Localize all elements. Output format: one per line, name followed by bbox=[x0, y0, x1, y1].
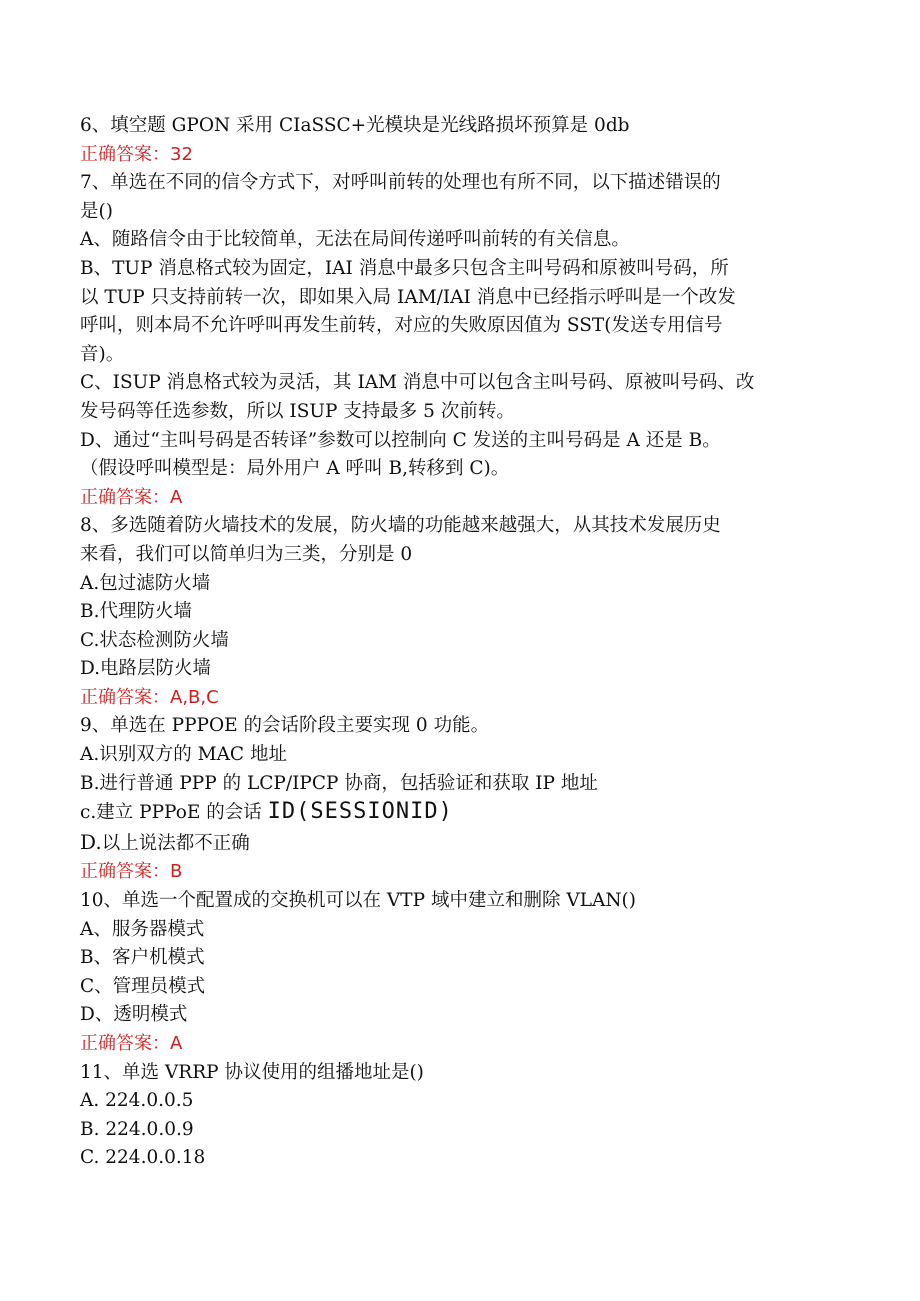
question-9-option-b: B.进行普通 PPP 的 LCP/IPCP 协商，包括验证和获取 IP 地址 bbox=[80, 772, 598, 794]
question-8-stem: 8、多选随着防火墙技术的发展，防火墙的功能越来越强大，从其技术发展历史 bbox=[80, 515, 721, 537]
question-list bbox=[80, 112, 850, 1173]
question-7-option-d: D、通过“主叫号码是否转译”参数可以控制向 C 发送的主叫号码是 A 还是 B。 bbox=[80, 429, 721, 451]
question-6-answer: 正确答案：32 bbox=[80, 143, 193, 165]
question-7-stem-cont: 是() bbox=[80, 200, 113, 222]
question-6-text: 6、填空题 GPON 采用 CIaSSC+光模块是光线路损坏预算是 0db bbox=[80, 115, 630, 136]
question-7-option-c-cont: 发号码等任选参数，所以 ISUP 支持最多 5 次前转。 bbox=[80, 400, 515, 422]
question-9-option-d-suffix: 以上说法都不正确 bbox=[101, 832, 250, 854]
question-8-stem-cont: 来看，我们可以简单归为三类，分别是 0 bbox=[80, 543, 413, 565]
question-8-option-d: D.电路层防火墙 bbox=[80, 658, 212, 680]
question-7-stem: 7、单选在不同的信令方式下，对呼叫前转的处理也有所不同，以下描述错误的 bbox=[80, 172, 721, 194]
question-8-option-c: C.状态检测防火墙 bbox=[80, 629, 229, 651]
question-7-answer: 正确答案：A bbox=[80, 486, 183, 508]
question-10-answer: 正确答案：A bbox=[80, 1033, 183, 1054]
question-11-option-a: A. 224.0.0.5 bbox=[80, 1090, 194, 1112]
question-10-stem: 10、单选一个配置成的交换机可以在 VTP 域中建立和删除 VLAN() bbox=[80, 890, 636, 912]
question-9-option-c-prefix: c.建立 PPPoE 的会话 bbox=[80, 802, 268, 824]
question-9-option-d bbox=[80, 828, 850, 859]
question-8-option-a: A.包过滤防火墙 bbox=[80, 572, 211, 594]
question-9-stem: 9、单选在 PPPOE 的会话阶段主要实现 0 功能。 bbox=[80, 715, 490, 737]
question-7-option-d-cont: （假设呼叫模型是：局外用户 A 呼叫 B,转移到 C)。 bbox=[80, 458, 510, 480]
question-10-option-b: B、客户机模式 bbox=[80, 947, 205, 969]
question-10-option-a: A、服务器模式 bbox=[80, 918, 205, 940]
question-9-option-a: A.识别双方的 MAC 地址 bbox=[80, 744, 287, 766]
question-9-answer: 正确答案：B bbox=[80, 861, 183, 883]
question-9-option-c-suffix: ID(SESSIONID) bbox=[267, 799, 453, 825]
question-7-option-b-cont: 音)。 bbox=[80, 343, 125, 365]
question-7-option-b: B、TUP 消息格式较为固定，IAI 消息中最多只包含主叫号码和原被叫号码，所 bbox=[80, 257, 729, 279]
question-7-option-c: C、ISUP 消息格式较为灵活，其 IAM 消息中可以包含主叫号码、原被叫号码、改 bbox=[80, 372, 755, 394]
question-7-option-b-cont: 以 TUP 只支持前转一次，即如果入局 IAM/IAI 消息中已经指示呼叫是一个改发 bbox=[80, 286, 736, 308]
question-11-option-b: B. 224.0.0.9 bbox=[80, 1118, 194, 1140]
question-7-option-b-cont: 呼叫，则本局不允许呼叫再发生前转，对应的失败原因值为 SST(发送专用信号 bbox=[80, 315, 723, 337]
question-10-option-d: D、透明模式 bbox=[80, 1004, 188, 1026]
question-7-option-a: A、随路信令由于比较简单，无法在局间传递呼叫前转的有关信息。 bbox=[80, 229, 630, 251]
question-11-option-c: C. 224.0.0.18 bbox=[80, 1147, 206, 1169]
question-9-option-c bbox=[80, 798, 850, 828]
question-8-answer: 正确答案：A,B,C bbox=[80, 686, 219, 708]
question-10-option-c: C、管理员模式 bbox=[80, 975, 206, 997]
question-11-stem: 11、单选 VRRP 协议使用的组播地址是() bbox=[80, 1061, 424, 1083]
question-8-option-b: B.代理防火墙 bbox=[80, 601, 192, 623]
question-9-option-d-prefix: D. bbox=[80, 829, 102, 854]
